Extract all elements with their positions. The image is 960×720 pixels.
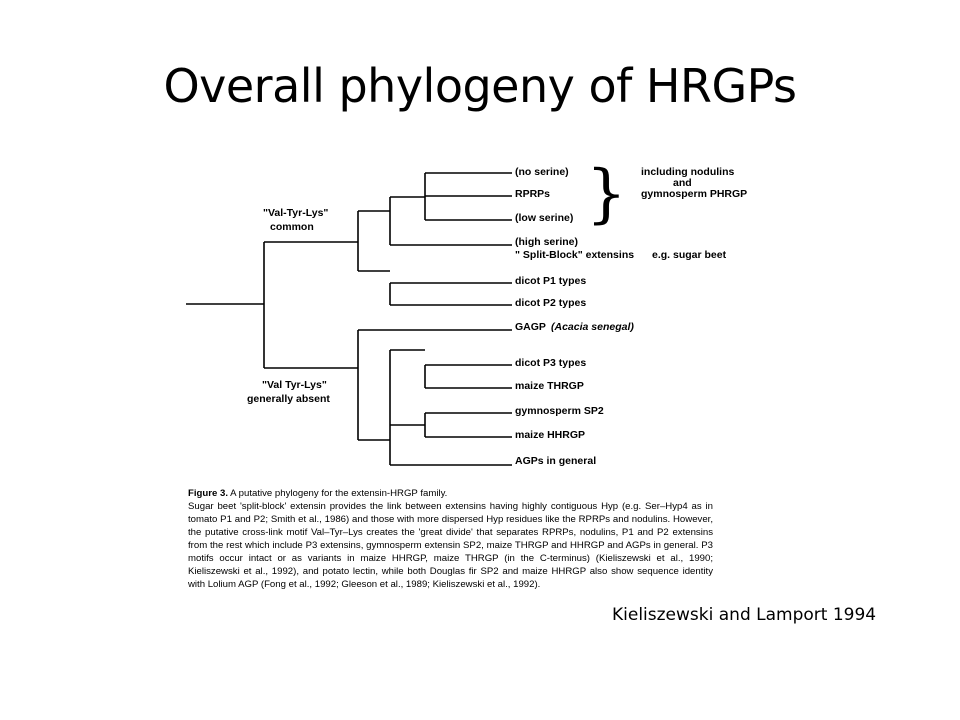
- group-label-common: "Val-Tyr-Lys": [263, 207, 329, 219]
- figure-caption: [188, 487, 713, 591]
- citation: Kieliszewski and Lamport 1994: [612, 605, 877, 625]
- side-note: gymnosperm PHRGP: [641, 188, 748, 200]
- leaf-label: (no serine): [515, 166, 569, 178]
- leaf-label: (high serine): [515, 236, 579, 248]
- side-note: including nodulins: [641, 166, 735, 178]
- leaf-label: dicot P2 types: [515, 297, 587, 309]
- group-label-absent: generally absent: [247, 393, 330, 405]
- caption-body: Sugar beet 'split-block' extensin provides the link between extensins having highly contiguous Hyp (e.g. Ser–Hyp4 as in tomato P1 and P2; Smith et al., 1986) and those with more dispersed Hyp residues like the RPRPs and nodulins. However, the putative cross-link motif Val–Tyr–Lys creates the 'great divide' that separates RPRPs, nodulins, P1 and P2 extensins from the rest which include P3 extensins, gymnosperm extensin SP2, maize THRGP and HHRGP and AGPs in general. P3 motifs occur intact or as variants in maize HHRGP, maize THRGP (in the C-terminus) (Kieliszewski et al., 1990; Kieliszewski et al., 1992), and potato lectin, while both Douglas fir SP2 and maize HHRGP also show sequence identity with Lolium AGP (Fong et al., 1992; Gleeson et al., 1989; Kieliszewski et al., 1992).: [188, 501, 713, 590]
- figure-title: A putative phylogeny for the extensin-HRGP family.: [227, 488, 448, 499]
- leaf-label: GAGP: [515, 321, 546, 333]
- slide-title: Overall phylogeny of HRGPs: [163, 59, 797, 113]
- leaf-label: RPRPs: [515, 188, 551, 200]
- brace-icon: }: [586, 157, 627, 231]
- leaf-label: dicot P1 types: [515, 275, 587, 287]
- leaf-label: maize THRGP: [515, 380, 584, 392]
- leaf-label: gymnosperm SP2: [515, 405, 604, 417]
- leaf-label: AGPs in general: [515, 455, 597, 467]
- side-note: and: [673, 177, 692, 189]
- group-label-common: common: [270, 221, 314, 233]
- group-label-absent: "Val Tyr-Lys": [262, 379, 327, 391]
- leaf-label: dicot P3 types: [515, 357, 587, 369]
- leaf-label: maize HHRGP: [515, 429, 586, 441]
- leaf-label: (low serine): [515, 212, 574, 224]
- leaf-label: (Acacia senegal): [551, 321, 634, 333]
- side-note: e.g. sugar beet: [652, 249, 727, 261]
- leaf-label: " Split-Block" extensins: [515, 249, 635, 261]
- figure-label: Figure 3.: [188, 488, 228, 499]
